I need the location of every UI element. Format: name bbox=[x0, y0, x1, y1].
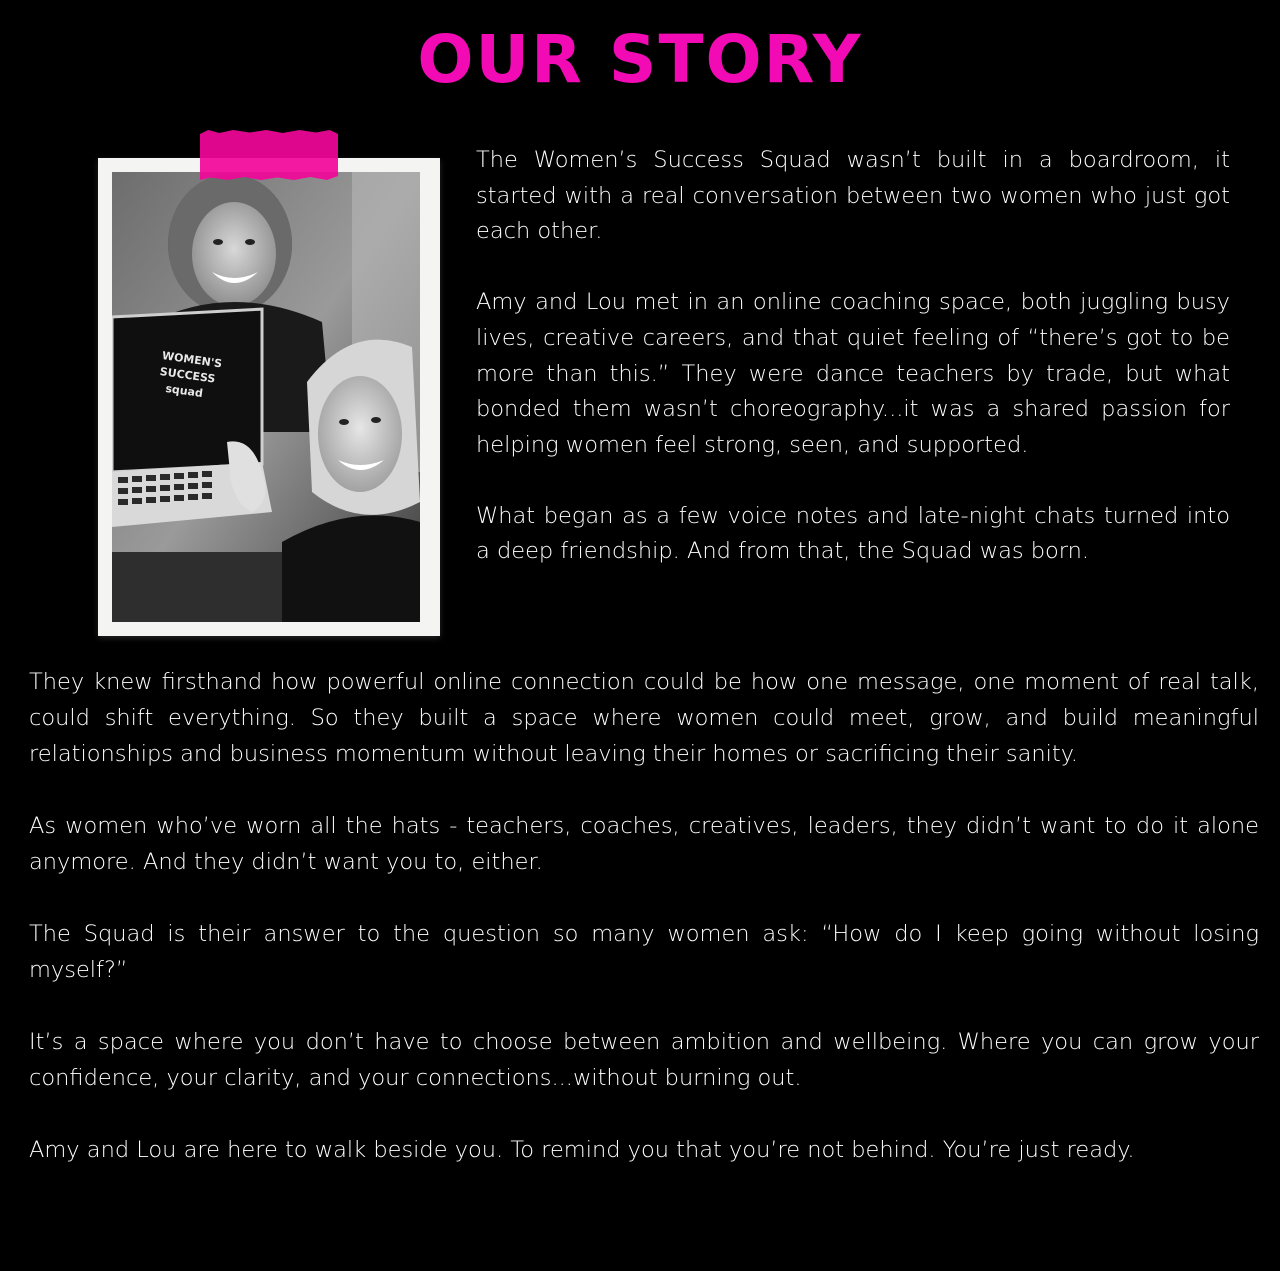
intro-text-column bbox=[476, 143, 1230, 605]
svg-text:SUCCESS: SUCCESS bbox=[158, 364, 217, 386]
body-paragraph: It’s a space where you don’t have to choose between ambition and wellbeing. Where you can grow your confidence, your clarity, and your connections...without burning out. bbox=[29, 1029, 1259, 1091]
body-paragraph: As women who’ve worn all the hats - teachers, coaches, creatives, leaders, they didn’t want to do it alone anymore. And they didn’t want you to, either. bbox=[29, 813, 1259, 875]
intro-paragraph: What began as a few voice notes and late-night chats turned into a deep friendship. And from that, the Squad was born. bbox=[476, 502, 1230, 565]
body-paragraph: Amy and Lou are here to walk beside you. To remind you that you’re not behind. You’re just ready. bbox=[29, 1137, 1135, 1163]
story-body bbox=[29, 664, 1259, 1204]
intro-paragraph: The Women’s Success Squad wasn’t built in a boardroom, it started with a real conversation between two women who just got each other. bbox=[476, 147, 1230, 245]
polaroid-photo-frame bbox=[98, 158, 440, 636]
page-title: OUR STORY bbox=[417, 21, 863, 98]
svg-text:squad: squad bbox=[164, 381, 204, 401]
laptop-sticker-text: WOMEN'S bbox=[161, 349, 223, 371]
intro-paragraph: Amy and Lou met in an online coaching space, both juggling busy lives, creative careers, and that quiet feeling of “there’s got to be more than this.” They were dance teachers by trade, but what bonded them wasn’t choreography...it was a shared passion for helping women feel strong, seen, and supported. bbox=[476, 289, 1230, 458]
founders-photo bbox=[112, 172, 420, 622]
pink-tape-decoration bbox=[200, 130, 338, 180]
body-paragraph: The Squad is their answer to the question so many women ask: “How do I keep going without losing myself?” bbox=[29, 921, 1259, 983]
body-paragraph: They knew firsthand how powerful online connection could be how one message, one moment of real talk, could shift everything. So they built a space where women could meet, grow, and build meaningful relationships and business momentum without leaving their homes or sacrificing their sanity. bbox=[29, 669, 1259, 767]
founders-photo-illustration bbox=[112, 172, 420, 622]
